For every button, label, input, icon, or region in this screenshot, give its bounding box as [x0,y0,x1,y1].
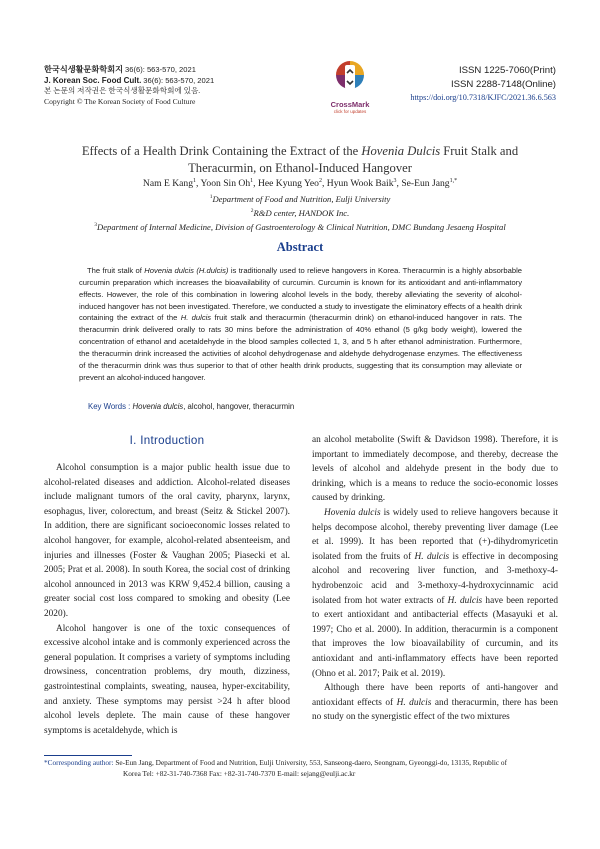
title-line1-post: Fruit Stalk and [440,144,519,158]
author: Nam E Kang$^1$, [142,178,201,190]
keywords-label: Key Words : [88,402,133,411]
doi-link[interactable]: https://doi.org/10.7318/KJFC/2021.36.6.563 [410,93,556,102]
author: Se-Eun Jang$^{1,*}$ [401,178,458,190]
author: Hee Kyung Yeo$^2$, [257,178,327,190]
journal-pages-korean: 36(6): 563-570, 2021 [125,65,196,74]
journal-name-korean: 한국식생활문화학회지 [44,64,124,74]
section-heading-introduction: I. Introduction [129,434,205,447]
crossmark-badge[interactable] [328,60,372,120]
footnote-rule [44,755,132,756]
paper-title [60,143,540,177]
crossmark-icon [335,60,365,94]
keywords-rest: , alcohol, hangover, theracurmin [183,402,295,411]
affiliation: $^1$Department of Food and Nutrition, Eulji University [209,193,391,204]
affiliations [40,191,560,233]
author: Yoon Sin Oh$^1$, [200,178,258,190]
copyright-english: Copyright © The Korean Society of Food Culture [44,96,196,106]
issn-block [410,64,556,105]
journal-header [44,64,214,107]
crossmark-label: CrossMark [330,100,370,109]
paragraph: an alcohol metabolite (Swift & Davidson 1998). Therefore, it is important to immediately decompose, and thereby, decrease the levels of alcohol and aldehyde present in the body due to drinking, which is a means to reduce the socio-economic losses caused by drinking. [312,435,558,504]
paragraph: Hovenia dulcis is widely used to relieve hangovers because it helps decompose alcohol, thereby preventing liver damage (Lee et al. 1999). It has been reported that (+)-dihydromyricetin isolated from the fruits of H. dulcis is effective in decomposing alcohol and recovering liver function, and 3-methoxy-4-hydrobenzoic acid and 3-methoxy-4-hydroxycinnamic acid isolated from hot water extracts of H. dulcis have been reported to exert antioxidant and antibacterial effects (Masayuki et al. 1997; Cho et al. 2000). In addition, theracurmin is a component that improves the low bioavailability of curcumin, and its antioxidant and anti-inflammatory effects have been reported (Ohno et al. 2017; Paik et al. 2019). [312,507,558,679]
footnote-text: Se-Eun Jang, Department of Food and Nutrition, Eulji University, 553, Sanseong-daero, Seongnam, Gyeonggi-do, 13135, Republic of [115,758,508,767]
journal-name-english: J. Korean Soc. Food Cult. [44,75,142,85]
title-line1-pre: Effects of a Health Drink Containing the Extract of the [81,144,362,158]
author-list [60,178,540,189]
issn-print: ISSN 1225-7060(Print) [458,65,556,76]
paragraph: Although there have been reports of anti-hangover and antioxidant effects of H. dulcis and theracurmin, there has been no study on the synergistic effect of the two mixtures [312,683,558,723]
corresponding-author-footnote [44,758,564,780]
footnote-label: *Corresponding author: [44,758,116,767]
body-column-left [44,461,290,738]
crossmark-sublabel: click for updates [333,109,367,114]
keywords [88,402,528,411]
affiliation: $^2$R&D center, HANDOK Inc. [250,207,350,218]
keyword-italic: Hovenia dulcis [132,402,184,411]
abstract-heading: Abstract [276,240,324,254]
title-line1-italic: Hovenia Dulcis [361,144,441,158]
journal-pages-english: 36(6): 563-570, 2021 [143,75,215,85]
body-column-right [312,433,558,725]
footnote-contact: Korea Tel: +82-31-740-7368 Fax: +82-31-740-7370 E-mail: sejang@eulji.ac.kr [123,768,356,778]
abstract-body: The fruit stalk of Hovenia dulcis (H.dulcis) is traditionally used to relieve hangovers in Korea. Theracurmin is a highly absorbable curcumin preparation which increases the bioavailability of curcumin. Curcumin is known for its antioxidant and anti-inflammatory effects. However, the role of this combination in lowering alcohol levels in the body, thereby alleviating the severity of alcohol-induced hangover has not been investigated. Therefore, we conducted a study to investigate the eliminatory effects of a health drink containing the extract of the H. dulcis fruit stalk and theracurmin (theracurmin drink) on ethanol-induced hangover in rats. The theracurmin drink delivered orally to rats 30 mins before the administration of 40% ethanol (5 g/kg body weight), lowered the concentration of ethanol and acetaldehyde in the blood samples collected 1, 3, and 5 h after ethanol administration. Furthermore, the theracurmin drink increased the activities of alcohol dehydrogenase and aldehyde dehydrogenase enzymes. The effectiveness of the theracurmin drink was thus superior to that of other health drink products, suggesting that its consumption may alleviate or prevent an alcohol-induced hangover. [79,266,522,382]
paragraph: Alcohol hangover is one of the toxic consequences of excessive alcohol intake and is commonly experienced across the general population. It comprises a variety of symptoms including drowsiness, concentration problems, dry mouth, dizziness, gastrointestinal complaints, sweating, nausea, hyper-excitability, and anxiety. These symptoms may persist >24 h after blood alcohol levels deplete. The main cause of these hangover symptoms is acetaldehyde, which is [44,623,290,736]
author: Hyun Wook Baik$^3$, [326,178,402,190]
copyright-korean: 본 논문의 저작권은 한국식생활문화학회에 있음. [44,86,201,96]
title-line2: Theracurmin, on Ethanol-Induced Hangover [188,161,412,175]
paragraph: Alcohol consumption is a major public health issue due to alcohol-related diseases and addiction. Alcohol-related diseases include malignant tumors of the oral cavity, pharynx, larynx, esophagus, liver, colorectum, and breast (Seitz & Stickel 2007). In addition, there are significant socioeconomic losses related to alcohol hangover, for example, alcohol-related absenteeism, and injuries and illnesses (Foster & Vaughan 2005; Piasecki et al. 2005; Prat et al. 2008). In south Korea, the social cost of drinking alcohol announced in 2013 was KRW 9,452.4 billion, causing a greater social cost loss compared to smoking and obesity (Lee 2020). [44,463,290,619]
affiliation: $^3$Department of Internal Medicine, Division of Gastroenterology & Clinical Nutrition, DMC Bundang Jesaeng Hospital [94,221,506,232]
issn-online: ISSN 2288-7148(Online) [450,78,556,90]
